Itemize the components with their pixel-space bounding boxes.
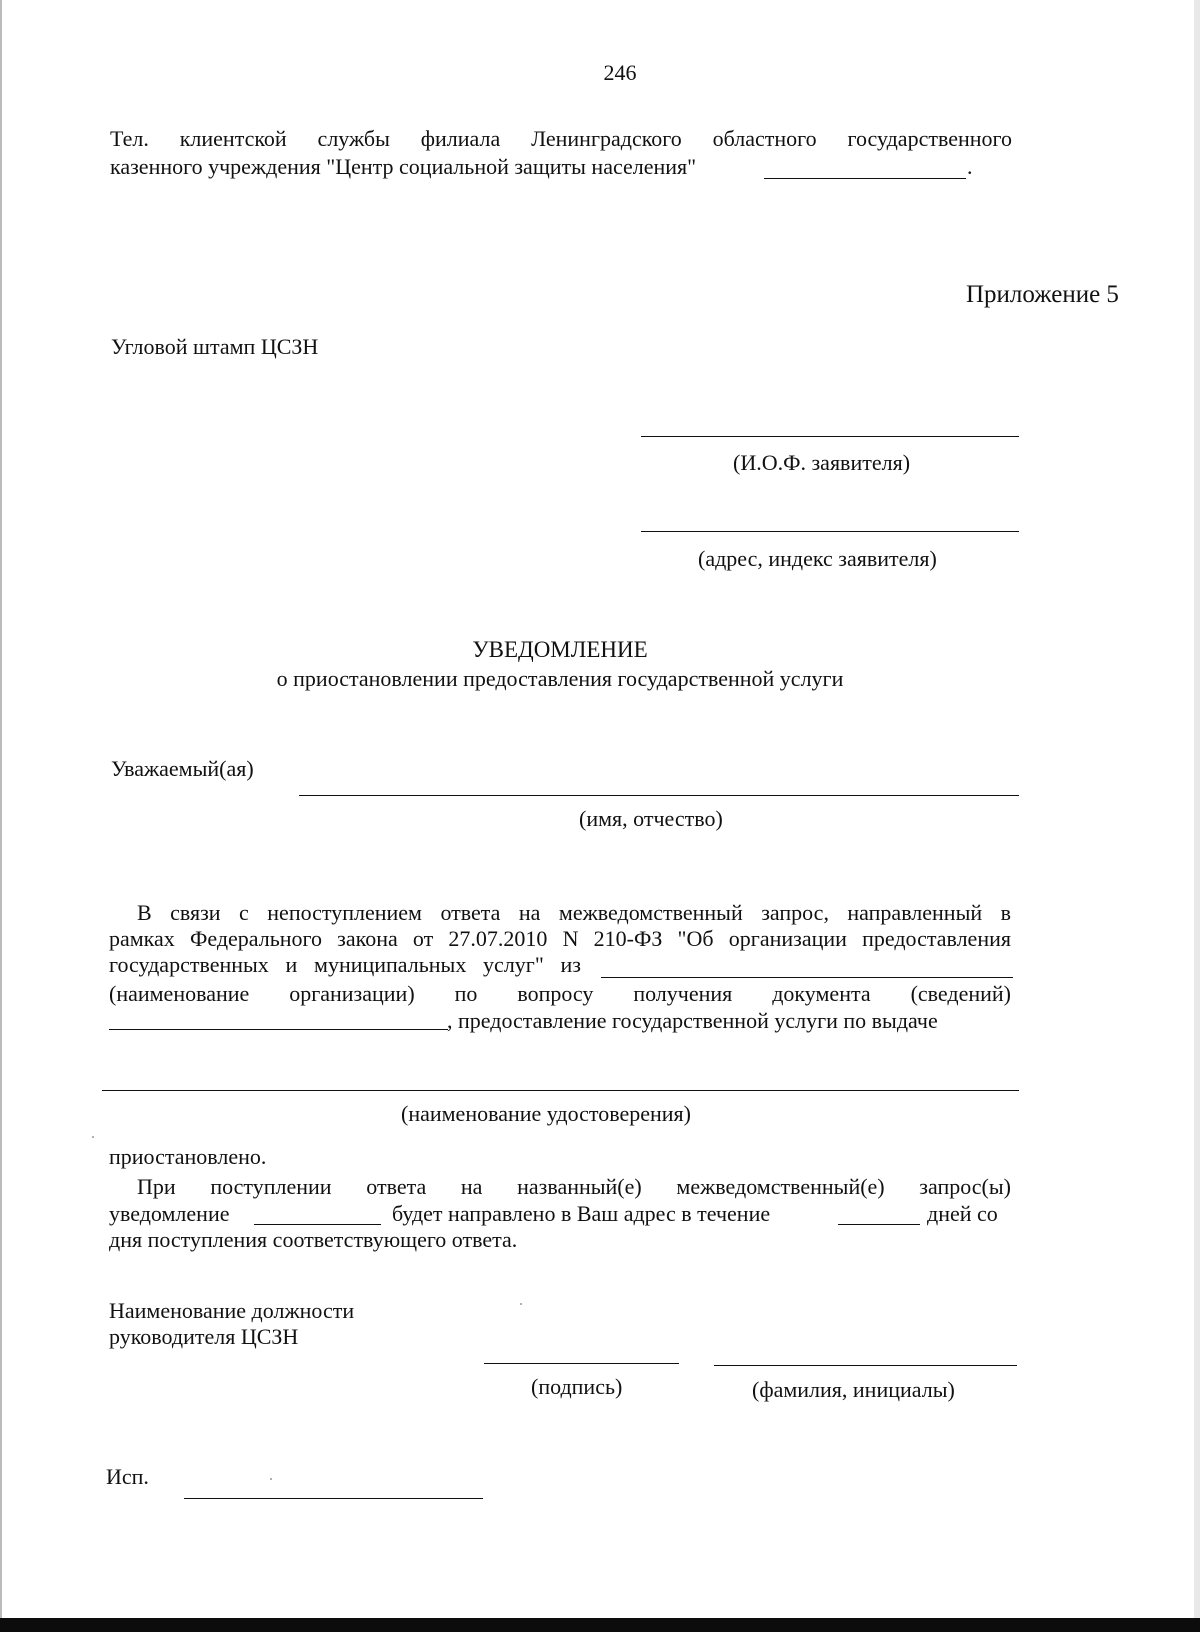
organization-blank-line [601,977,1013,978]
document-subtitle: о приостановлении предоставления государственной услуги [276,666,844,691]
executor-label: Исп. [106,1464,149,1489]
para2-line-2-a: уведомление [109,1201,230,1226]
certificate-caption: (наименование удостоверения) [401,1101,691,1126]
appendix-label: Приложение 5 [966,281,1119,308]
days-blank-line [838,1224,920,1225]
body-line-2: рамках Федерального закона от 27.07.2010 N 210-ФЗ "Об организации предоставления [109,926,1011,951]
surname-initials-caption: (фамилия, инициалы) [752,1377,955,1402]
document-title: УВЕДОМЛЕНИЕ [472,637,648,662]
greeting-name-line [299,795,1019,796]
applicant-address-caption: (адрес, индекс заявителя) [698,546,937,571]
applicant-name-line [641,436,1019,437]
greeting-name-caption: (имя, отчество) [579,806,723,831]
body-line-4: (наименование организации) по вопросу получения документа (сведений) [109,981,1011,1006]
certificate-name-line [102,1090,1019,1091]
position-title-line-2: руководителя ЦСЗН [109,1324,299,1349]
para2-line-1: При поступлении ответа на названный(е) межведомственный(е) запрос(ы) [137,1174,1011,1199]
scan-speck [92,1136,94,1138]
executor-blank-line [184,1498,483,1499]
scan-left-edge [0,0,2,1632]
signature-caption: (подпись) [531,1374,623,1399]
applicant-name-caption: (И.О.Ф. заявителя) [733,450,911,475]
corner-stamp-label: Угловой штамп ЦСЗН [111,334,319,359]
para2-line-2-c: дней со [927,1201,998,1226]
position-title-line-1: Наименование должности [109,1298,355,1323]
header-line-2-period: . [967,154,973,179]
body-line-5: , предоставление государственной услуги по выдаче [447,1008,938,1033]
scan-speck [270,1478,272,1480]
suspended-text: приостановлено. [109,1144,267,1169]
header-line-1: Тел. клиентской службы филиала Ленинградского областного государственного [110,126,1012,151]
header-line-2: казенного учреждения "Центр социальной защиты населения" [110,154,697,179]
phone-blank-line [764,178,966,179]
body-line-1: В связи с непоступлением ответа на межведомственный запрос, направленный в [137,900,1011,925]
scan-right-edge [1194,0,1200,1632]
page-number: 246 [603,60,637,85]
para2-line-3: дня поступления соответствующего ответа. [109,1227,518,1252]
document-blank-line [109,1029,448,1030]
signature-line [484,1363,679,1364]
applicant-address-line [641,531,1019,532]
greeting-label: Уважаемый(ая) [111,756,254,781]
para2-line-2-b: будет направлено в Ваш адрес в течение [392,1201,771,1226]
body-line-3: государственных и муниципальных услуг" из [109,952,581,977]
scan-bottom-border [0,1618,1200,1632]
surname-initials-line [714,1365,1017,1366]
notification-blank-line [254,1224,381,1225]
scan-speck [520,1303,522,1305]
